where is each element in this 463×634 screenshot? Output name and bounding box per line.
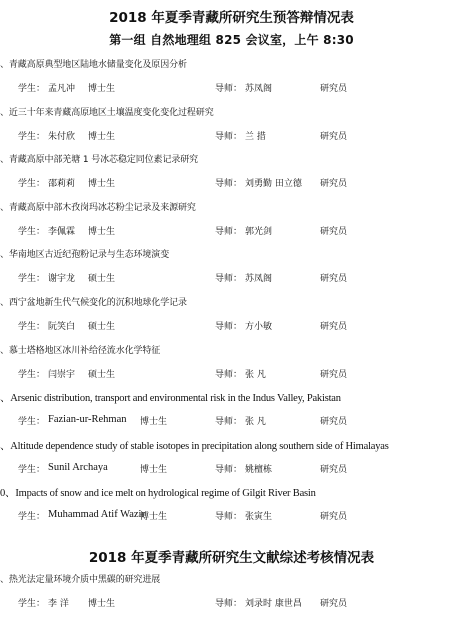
degree-label: 博士生 bbox=[88, 84, 116, 94]
student-label: 学生： bbox=[18, 226, 46, 237]
student-label: 学生： bbox=[18, 417, 46, 428]
advisor-name: 张 凡 bbox=[245, 417, 266, 428]
degree-label: 博士生 bbox=[140, 464, 168, 475]
advisor-label: 导师： bbox=[215, 322, 243, 332]
entry-row bbox=[0, 367, 463, 381]
student-name: 孟凡冲 bbox=[48, 84, 76, 94]
student-name: 朱付欣 bbox=[48, 131, 76, 142]
advisor-name: 张寅生 bbox=[245, 512, 273, 523]
advisor-label: 导师： bbox=[215, 599, 243, 609]
student-label: 学生： bbox=[18, 131, 46, 142]
student-name: 李 洋 bbox=[48, 599, 69, 609]
session-subtitle: 第一组 自然地理组 825 会议室，上午 8:30 bbox=[109, 33, 354, 47]
advisor-label: 导师： bbox=[215, 131, 243, 142]
entry-row bbox=[0, 509, 463, 523]
defense-title: 2018 年夏季青藏所研究生预答辩情况表 bbox=[109, 10, 354, 26]
degree-label: 硕士生 bbox=[88, 322, 116, 332]
advisor-label: 导师： bbox=[215, 417, 243, 428]
student-name: Muhammad Atif Wazir bbox=[48, 509, 145, 521]
rank-label: 研究员 bbox=[320, 131, 348, 142]
student-name: 闫崇宇 bbox=[48, 369, 76, 380]
thesis-title: 、西宁盆地新生代气候变化的沉积地球化学记录 bbox=[0, 298, 187, 308]
degree-label: 博士生 bbox=[140, 512, 168, 523]
advisor-label: 导师： bbox=[215, 179, 243, 190]
student-label: 学生： bbox=[18, 464, 46, 475]
degree-label: 博士生 bbox=[88, 131, 116, 142]
rank-label: 研究员 bbox=[320, 417, 348, 428]
entry-row bbox=[0, 224, 463, 238]
student-name: 李佩霖 bbox=[48, 226, 76, 237]
student-label: 学生： bbox=[18, 322, 46, 332]
rank-label: 研究员 bbox=[320, 274, 348, 285]
degree-label: 博士生 bbox=[88, 226, 116, 237]
entry-row bbox=[0, 271, 463, 285]
degree-label: 硕士生 bbox=[88, 369, 116, 380]
student-label: 学生： bbox=[18, 369, 46, 380]
thesis-title: 0、Impacts of snow and ice melt on hydrological regime of Gilgit River Basin bbox=[0, 488, 316, 500]
rank-label: 研究员 bbox=[320, 512, 348, 523]
thesis-title: 、近三十年来青藏高原地区土壤温度变化变化过程研究 bbox=[0, 107, 214, 118]
rank-label: 研究员 bbox=[320, 226, 348, 237]
review-title: 2018 年夏季青藏所研究生文献综述考核情况表 bbox=[88, 550, 375, 566]
advisor-name: 姚檀栋 bbox=[245, 464, 273, 475]
advisor-label: 导师： bbox=[215, 84, 243, 94]
advisor-label: 导师： bbox=[215, 226, 243, 237]
student-label: 学生： bbox=[18, 84, 46, 94]
student-name: 谢宇龙 bbox=[48, 274, 76, 285]
advisor-name: 兰 措 bbox=[245, 131, 266, 142]
degree-label: 博士生 bbox=[88, 179, 116, 190]
entry-row bbox=[0, 319, 463, 333]
student-name: Sunil Archaya bbox=[48, 461, 108, 473]
entry-row bbox=[0, 176, 463, 190]
advisor-name: 郭光剑 bbox=[245, 226, 273, 237]
advisor-name: 张 凡 bbox=[245, 369, 266, 380]
student-label: 学生： bbox=[18, 599, 46, 609]
advisor-label: 导师： bbox=[215, 512, 243, 523]
advisor-name: 刘勇勤 田立德 bbox=[245, 179, 302, 190]
degree-label: 博士生 bbox=[140, 417, 168, 428]
student-label: 学生： bbox=[18, 512, 46, 523]
advisor-name: 苏凤阁 bbox=[245, 84, 273, 94]
rank-label: 研究员 bbox=[320, 369, 348, 380]
entry-row bbox=[0, 129, 463, 143]
rank-label: 研究员 bbox=[320, 599, 348, 609]
thesis-title: 、Arsenic distribution, transport and environmental risk in the Indus Valley, Pakistan bbox=[0, 393, 341, 405]
advisor-label: 导师： bbox=[215, 464, 243, 475]
degree-label: 博士生 bbox=[88, 599, 116, 609]
entry-row bbox=[0, 81, 463, 95]
thesis-title: 、青藏高原中部木孜岗玛冰芯粉尘记录及来源研究 bbox=[0, 202, 196, 213]
advisor-label: 导师： bbox=[215, 369, 243, 380]
thesis-title: 、慕士塔格地区冰川补给径流水化学特征 bbox=[0, 345, 161, 356]
advisor-name: 方小敏 bbox=[245, 322, 273, 332]
student-name: 阮笑白 bbox=[48, 322, 76, 332]
rank-label: 研究员 bbox=[320, 464, 348, 475]
student-name: 邵莉莉 bbox=[48, 179, 76, 190]
rank-label: 研究员 bbox=[320, 322, 348, 332]
entry-row bbox=[0, 414, 463, 428]
student-name: Fazian-ur-Rehman bbox=[48, 414, 127, 426]
thesis-title: 、热光法定量环境介质中黑碳的研究进展 bbox=[0, 575, 161, 585]
rank-label: 研究员 bbox=[320, 179, 348, 190]
advisor-name: 苏凤阁 bbox=[245, 274, 273, 285]
thesis-title: 、青藏高原中部羌塘 1 号冰芯稳定同位素记录研究 bbox=[0, 155, 199, 166]
degree-label: 硕士生 bbox=[88, 274, 116, 285]
thesis-title: 、华南地区古近纪孢粉记录与生态环境演变 bbox=[0, 250, 170, 261]
student-label: 学生： bbox=[18, 179, 46, 190]
advisor-label: 导师： bbox=[215, 274, 243, 285]
entry-row bbox=[0, 596, 463, 610]
thesis-title: 、Altitude dependence study of stable isotopes in precipitation along southern side of Himalayas bbox=[0, 440, 389, 452]
entry-row bbox=[0, 462, 463, 476]
student-label: 学生： bbox=[18, 274, 46, 285]
thesis-title: 、青藏高原典型地区陆地水储量变化及原因分析 bbox=[0, 60, 187, 70]
advisor-name: 刘录时 康世昌 bbox=[245, 599, 302, 609]
rank-label: 研究员 bbox=[320, 84, 348, 94]
